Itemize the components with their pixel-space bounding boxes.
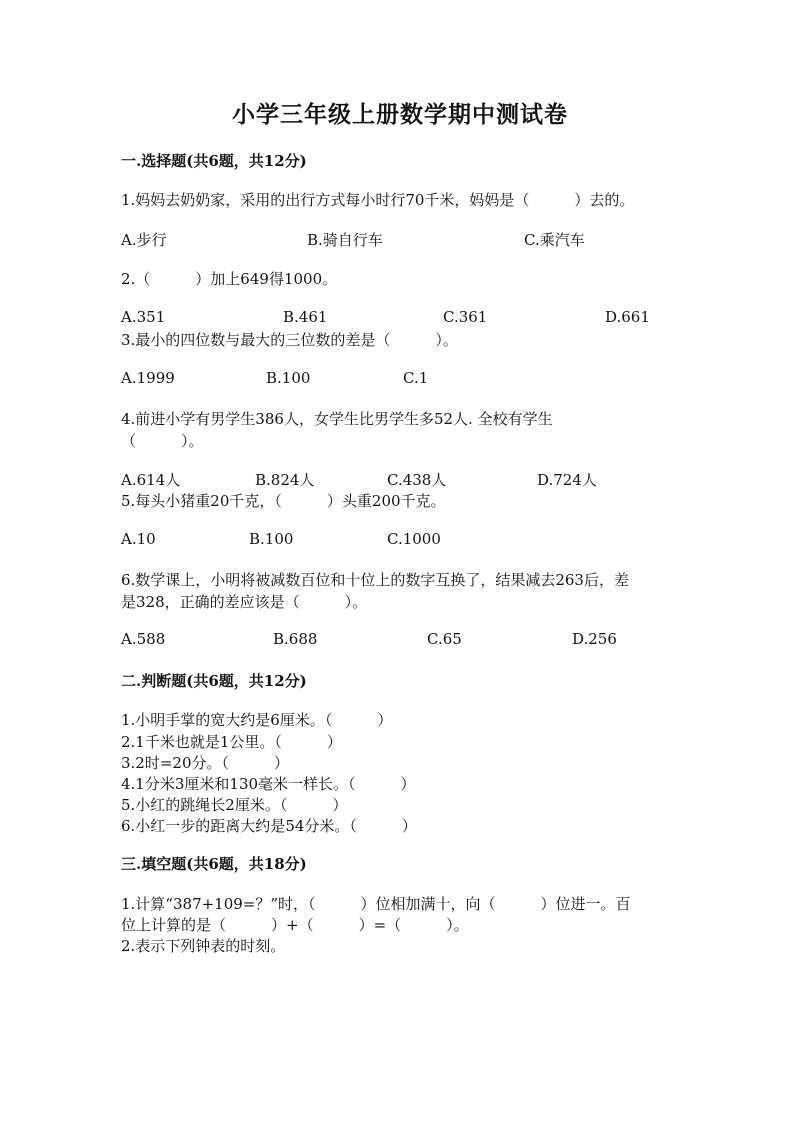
option: B.824人 — [255, 471, 315, 489]
option: D.724人 — [537, 471, 597, 489]
question-text: 是328，正确的差应该是（ ）。 — [121, 593, 368, 611]
question-text: 4.前进小学有男学生386人，女学生比男学生多52人. 全校有学生 — [121, 410, 553, 428]
section-heading-judge: 二.判断题(共6题，共12分) — [121, 672, 307, 690]
judge-item: 4.1分米3厘米和130毫米一样长。（ ） — [121, 775, 416, 793]
option: C.1 — [403, 369, 429, 387]
section-heading-fill: 三.填空题(共6题，共18分) — [121, 855, 307, 873]
option: B.461 — [283, 308, 328, 326]
fill-item: 2.表示下列钟表的时刻。 — [121, 937, 286, 955]
option: C.65 — [427, 630, 462, 648]
option: A.步行 — [121, 231, 167, 249]
fill-item: 1.计算“387+109=？”时，（ ）位相加满十，向（ ）位进一。百 — [121, 895, 631, 913]
question-text: 5.每头小猪重20千克，（ ）头重200千克。 — [121, 492, 446, 510]
judge-item: 6.小红一步的距离大约是54分米。（ ） — [121, 817, 417, 835]
judge-item: 2.1千米也就是1公里。（ ） — [121, 733, 342, 751]
question-text: 6.数学课上，小明将被减数百位和十位上的数字互换了，结果减去263后，差 — [121, 571, 629, 589]
question-text: 3.最小的四位数与最大的三位数的差是（ ）。 — [121, 331, 458, 349]
judge-item: 3.2时=20分。（ ） — [121, 754, 290, 772]
option: A.614人 — [121, 471, 181, 489]
option: B.100 — [266, 369, 311, 387]
option: D.661 — [605, 308, 650, 326]
option: C.438人 — [387, 471, 447, 489]
judge-item: 5.小红的跳绳长2厘米。（ ） — [121, 796, 348, 814]
question-text: 2.（ ）加上649得1000。 — [121, 270, 338, 288]
option: B.688 — [273, 630, 318, 648]
judge-item: 1.小明手掌的宽大约是6厘米。（ ） — [121, 711, 393, 729]
option: A.351 — [121, 308, 166, 326]
option: C.乘汽车 — [524, 231, 585, 249]
option: C.361 — [443, 308, 488, 326]
option: A.1999 — [121, 369, 175, 387]
option: B.100 — [249, 530, 294, 548]
section-heading-choice: 一.选择题(共6题，共12分) — [121, 152, 307, 170]
option: A.10 — [121, 530, 156, 548]
page-title: 小学三年级上册数学期中测试卷 — [232, 101, 568, 128]
option: A.588 — [121, 630, 166, 648]
question-text: （ ）。 — [121, 432, 204, 450]
question-text: 1.妈妈去奶奶家，采用的出行方式每小时行70千米，妈妈是（ ）去的。 — [121, 191, 635, 209]
option: B.骑自行车 — [307, 231, 383, 249]
option: D.256 — [572, 630, 617, 648]
option: C.1000 — [387, 530, 441, 548]
fill-item: 位上计算的是（ ）+（ ）=（ ）。 — [121, 916, 469, 934]
